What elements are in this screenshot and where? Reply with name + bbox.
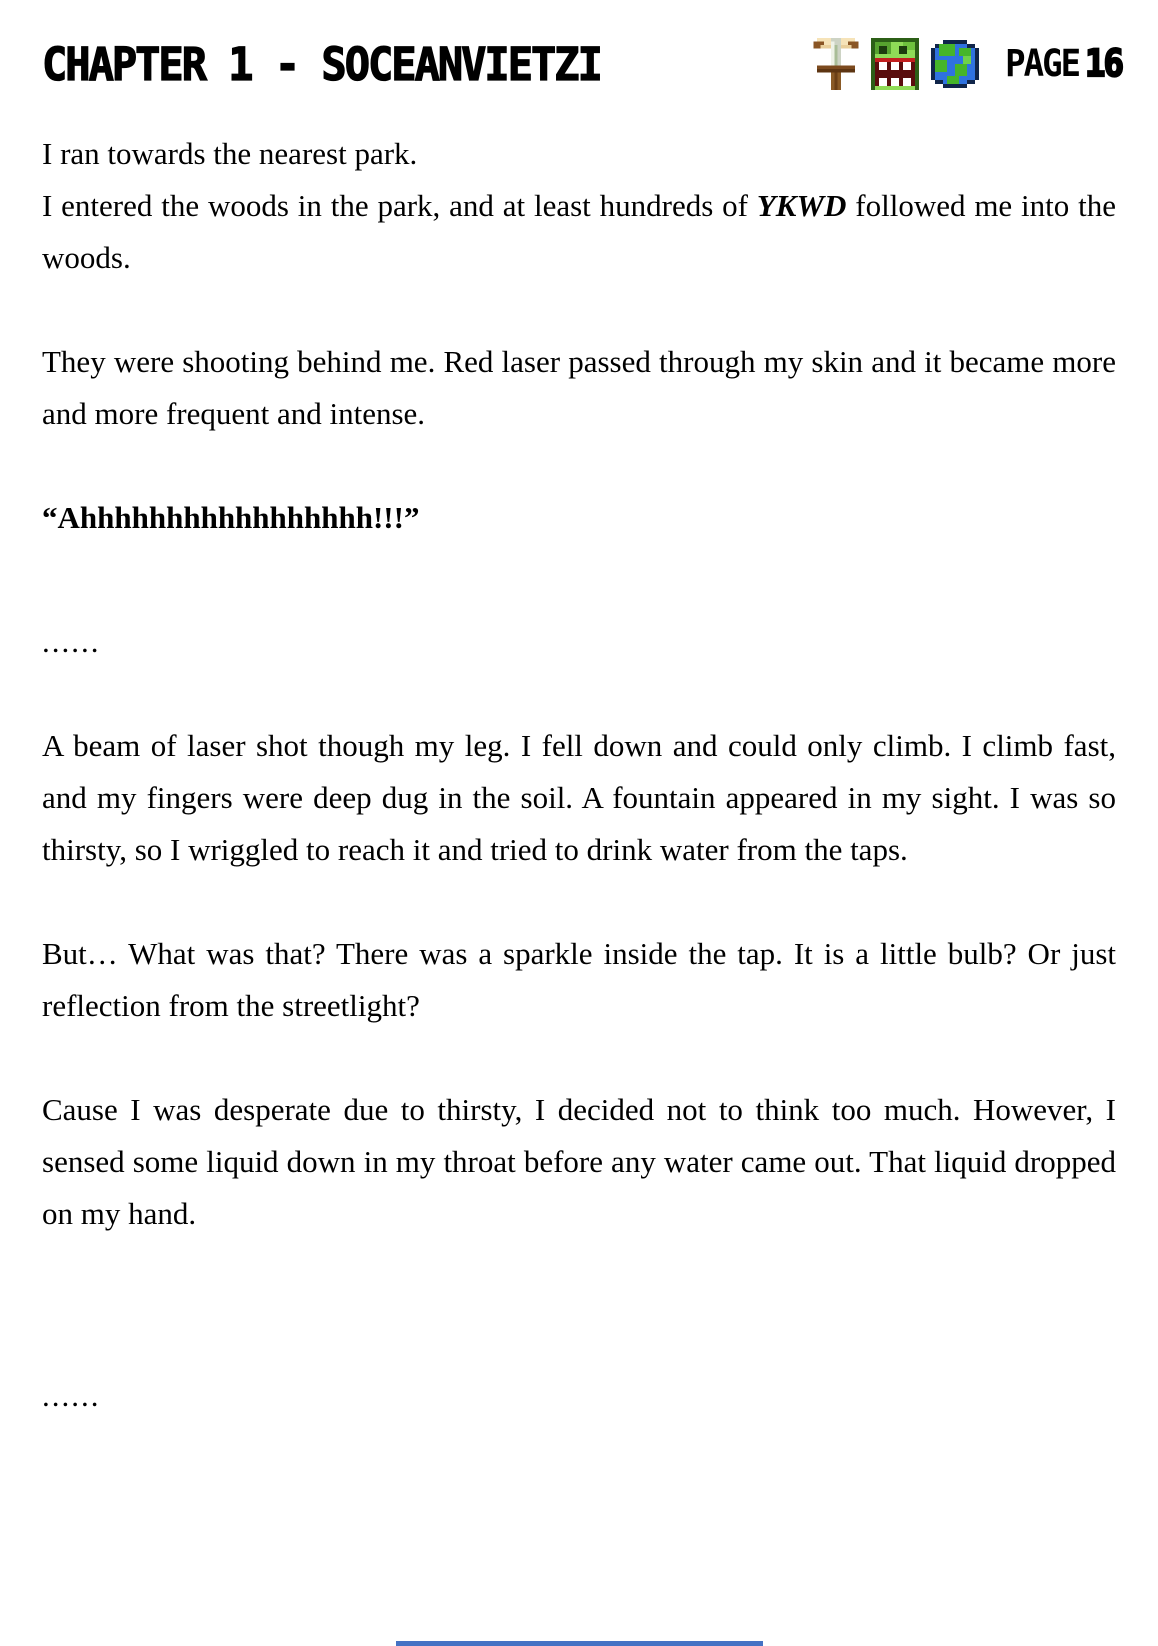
page-number: 16: [1085, 42, 1122, 86]
sword-icon: [813, 38, 859, 90]
chapter-title: CHAPTER 1 - SOCEANVIETZI: [42, 37, 601, 91]
paragraph-1-line-1: I ran towards the nearest park.: [42, 136, 418, 171]
page-header: [42, 36, 1122, 92]
header-right-group: [813, 38, 1122, 90]
paragraph-2: They were shooting behind me. Red laser passed through my skin and it became more and more frequent and intense.: [42, 344, 1116, 431]
paragraph-6: Cause I was desperate due to thirsty, I decided not to think too much. However, I sensed some liquid down in my throat before any water came out. That liquid dropped on my hand.: [42, 1092, 1116, 1231]
scream-line: “Ahhhhhhhhhhhhhhhhh!!!”: [42, 500, 420, 535]
ellipsis-1: ......: [42, 624, 101, 659]
monster-icon: [871, 38, 919, 90]
bottom-accent-bar: [396, 1641, 763, 1646]
globe-icon: [931, 39, 979, 89]
paragraph-1-pre: I entered the woods in the park, and at least hundreds of: [42, 188, 757, 223]
ellipsis-2: ......: [42, 1378, 101, 1413]
ykwd-emphasis: YKWD: [756, 188, 847, 223]
page-label: PAGE: [1005, 42, 1080, 86]
paragraph-5: But… What was that? There was a sparkle inside the tap. It is a little bulb? Or just reflection from the streetlight?: [42, 936, 1116, 1023]
paragraph-1-post: followed me into the woods.: [42, 188, 1117, 275]
story-text: [42, 128, 1116, 1422]
paragraph-1-line-2: [42, 180, 1116, 284]
paragraph-4: A beam of laser shot though my leg. I fell down and could only climb. I climb fast, and my fingers were deep dug in the soil. A fountain appeared in my sight. I was so thirsty, so I wriggled to reach it and tried to drink water from the taps.: [42, 728, 1116, 867]
page-indicator: [1005, 42, 1122, 86]
